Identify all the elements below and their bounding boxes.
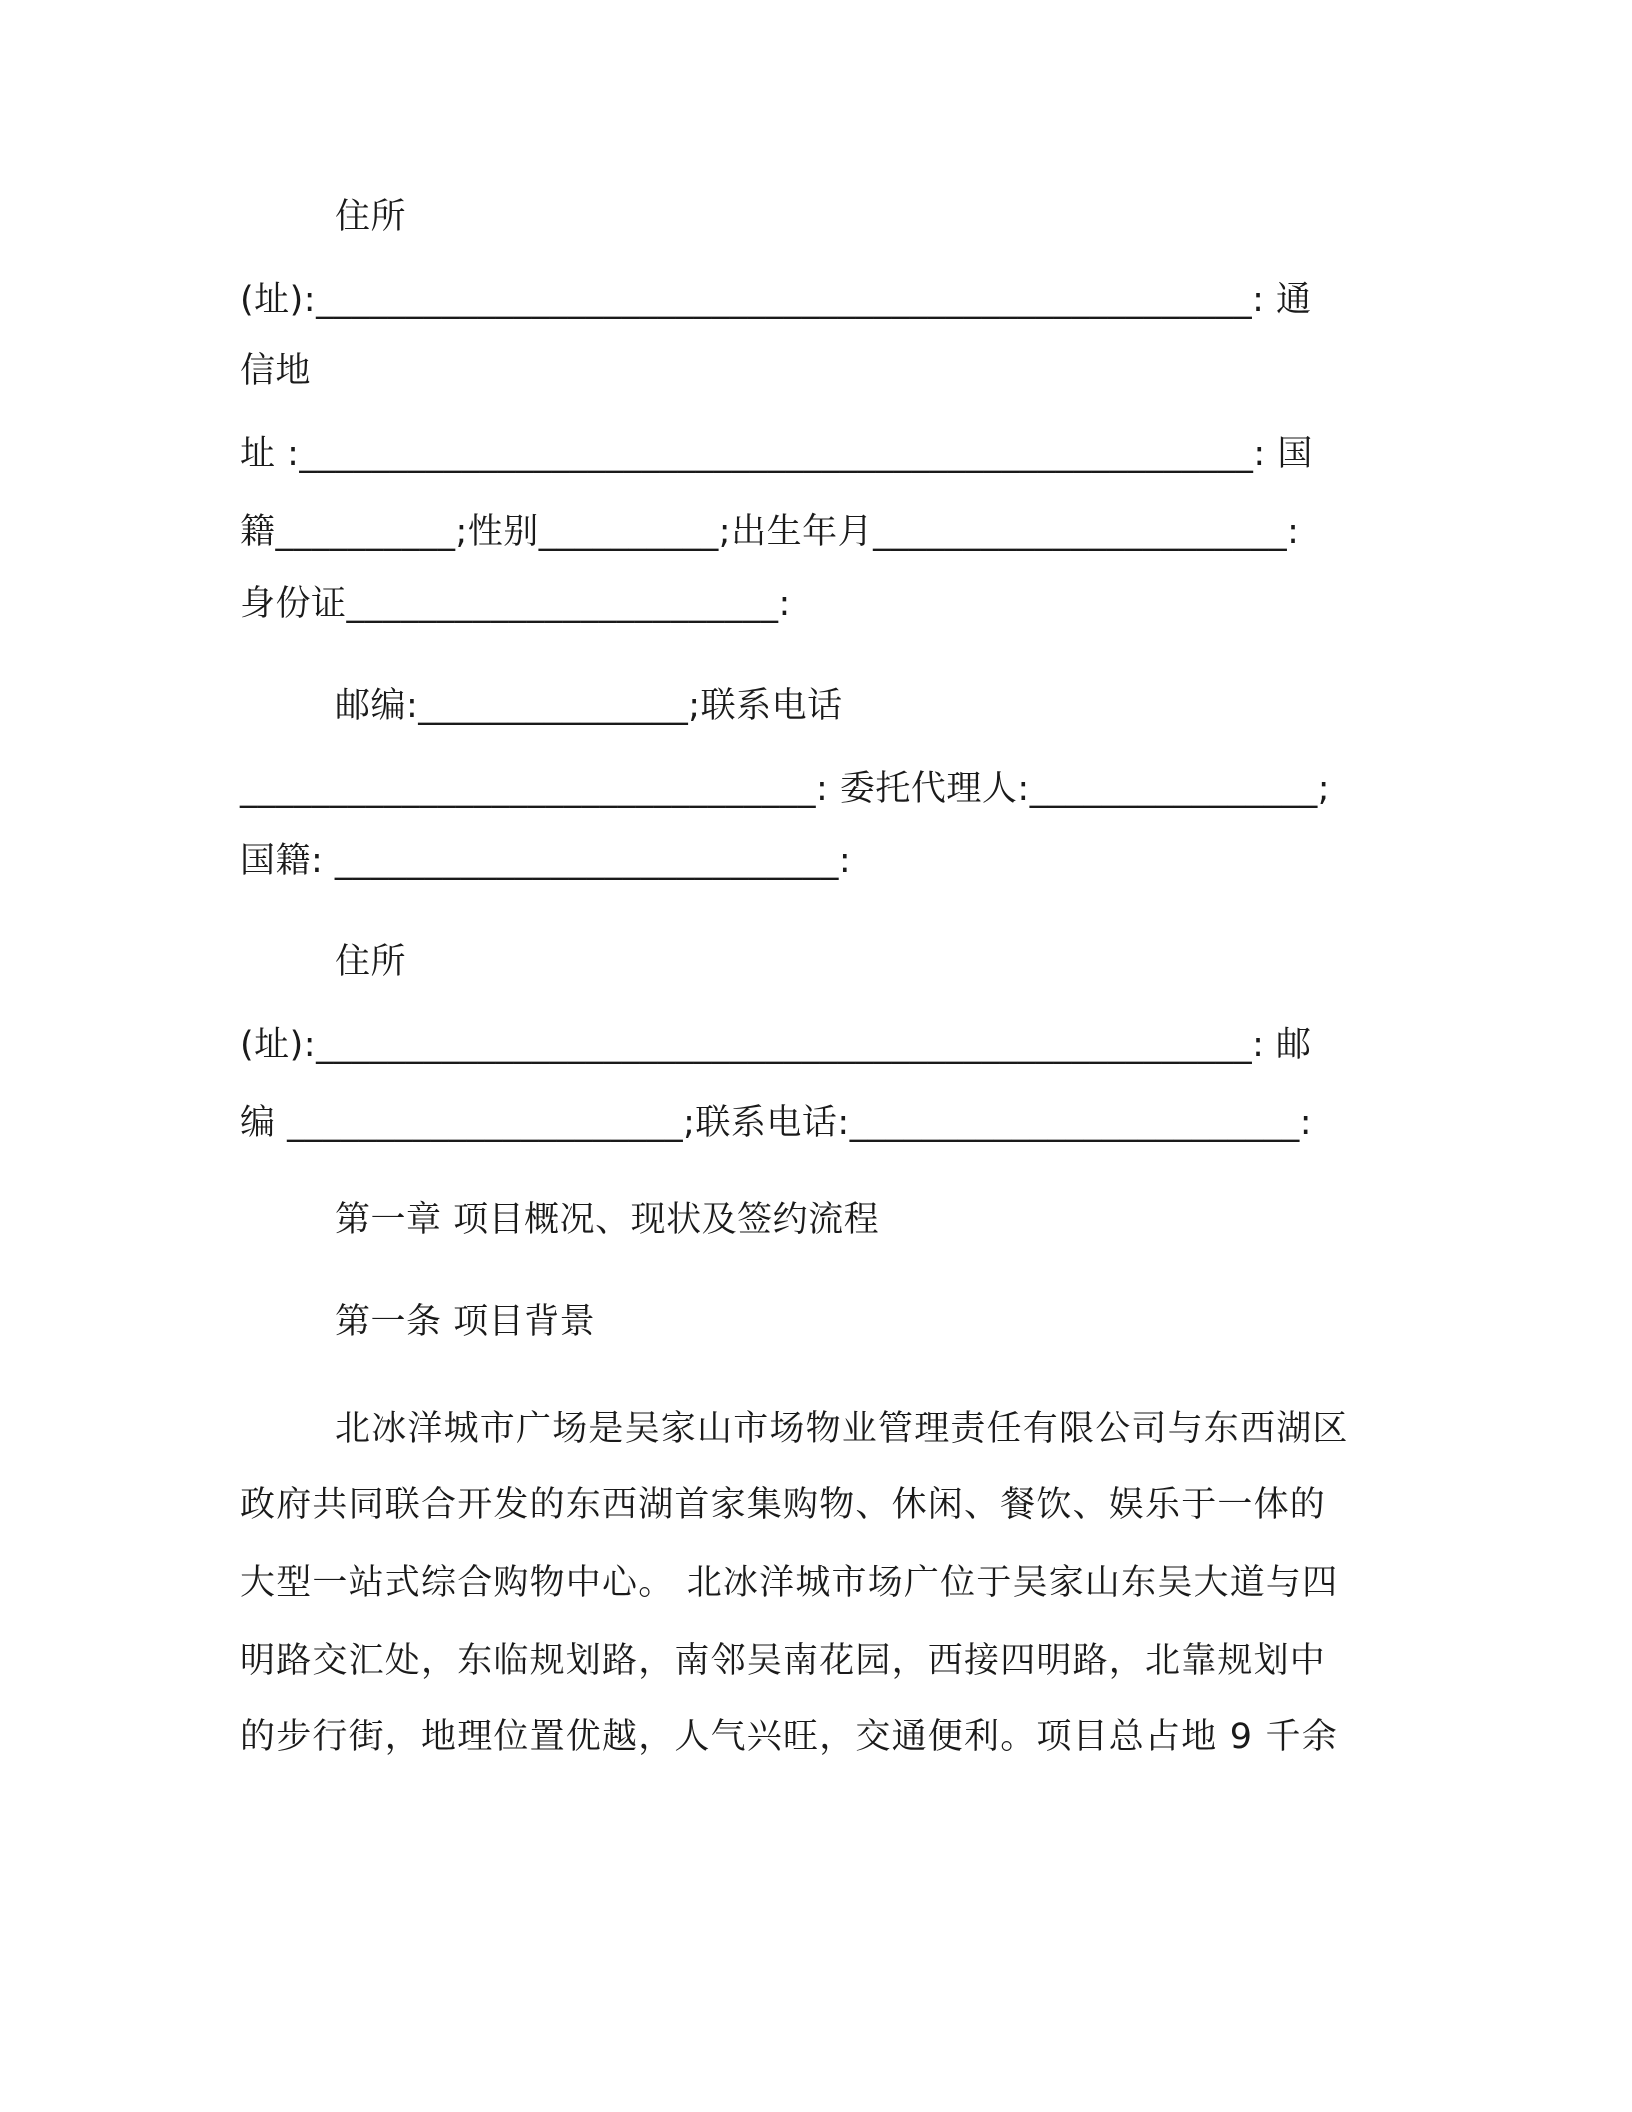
- paragraph-line: 明路交汇处，东临规划路，南邻吴南花园，西接四明路，北靠规划中: [240, 1641, 1327, 1681]
- agent-postcode-phone-line: 编 ______________________;联系电话:_________________________:: [240, 1103, 1313, 1143]
- nationality-gender-birth-line: 籍__________;性别__________;出生年月_______________________:: [240, 512, 1300, 552]
- residence-label: 住所: [335, 197, 407, 237]
- chapter-heading: 第一章 项目概况、现状及签约流程: [335, 1200, 880, 1240]
- paragraph-line: 北冰洋城市广场是吴家山市场物业管理责任有限公司与东西湖区: [335, 1409, 1349, 1449]
- agent-residence-label: 住所: [335, 942, 407, 982]
- agent-nationality-line: 国籍: ____________________________:: [240, 841, 852, 881]
- paragraph-line: 大型一站式综合购物中心。 北冰洋城市场广位于吴家山东吴大道与四: [240, 1563, 1339, 1603]
- agent-line: ________________________________: 委托代理人:________________;: [240, 769, 1331, 809]
- paragraph-line: 的步行街，地理位置优越，人气兴旺，交通便利。项目总占地 9 千余: [240, 1717, 1338, 1757]
- agent-residence-line: (址):____________________________________________________: 邮: [240, 1025, 1312, 1065]
- residence-address-line: (址):____________________________________________________: 通: [240, 280, 1312, 320]
- postcode-phone-line: 邮编:_______________;联系电话: [335, 686, 843, 726]
- mailing-address-line: 址 :_____________________________________________________: 国: [240, 434, 1313, 474]
- id-card-line: 身份证________________________:: [240, 584, 791, 624]
- article-heading: 第一条 项目背景: [335, 1302, 596, 1342]
- mailing-address-label: 信地: [240, 351, 312, 391]
- paragraph-line: 政府共同联合开发的东西湖首家集购物、休闲、餐饮、娱乐于一体的: [240, 1485, 1327, 1525]
